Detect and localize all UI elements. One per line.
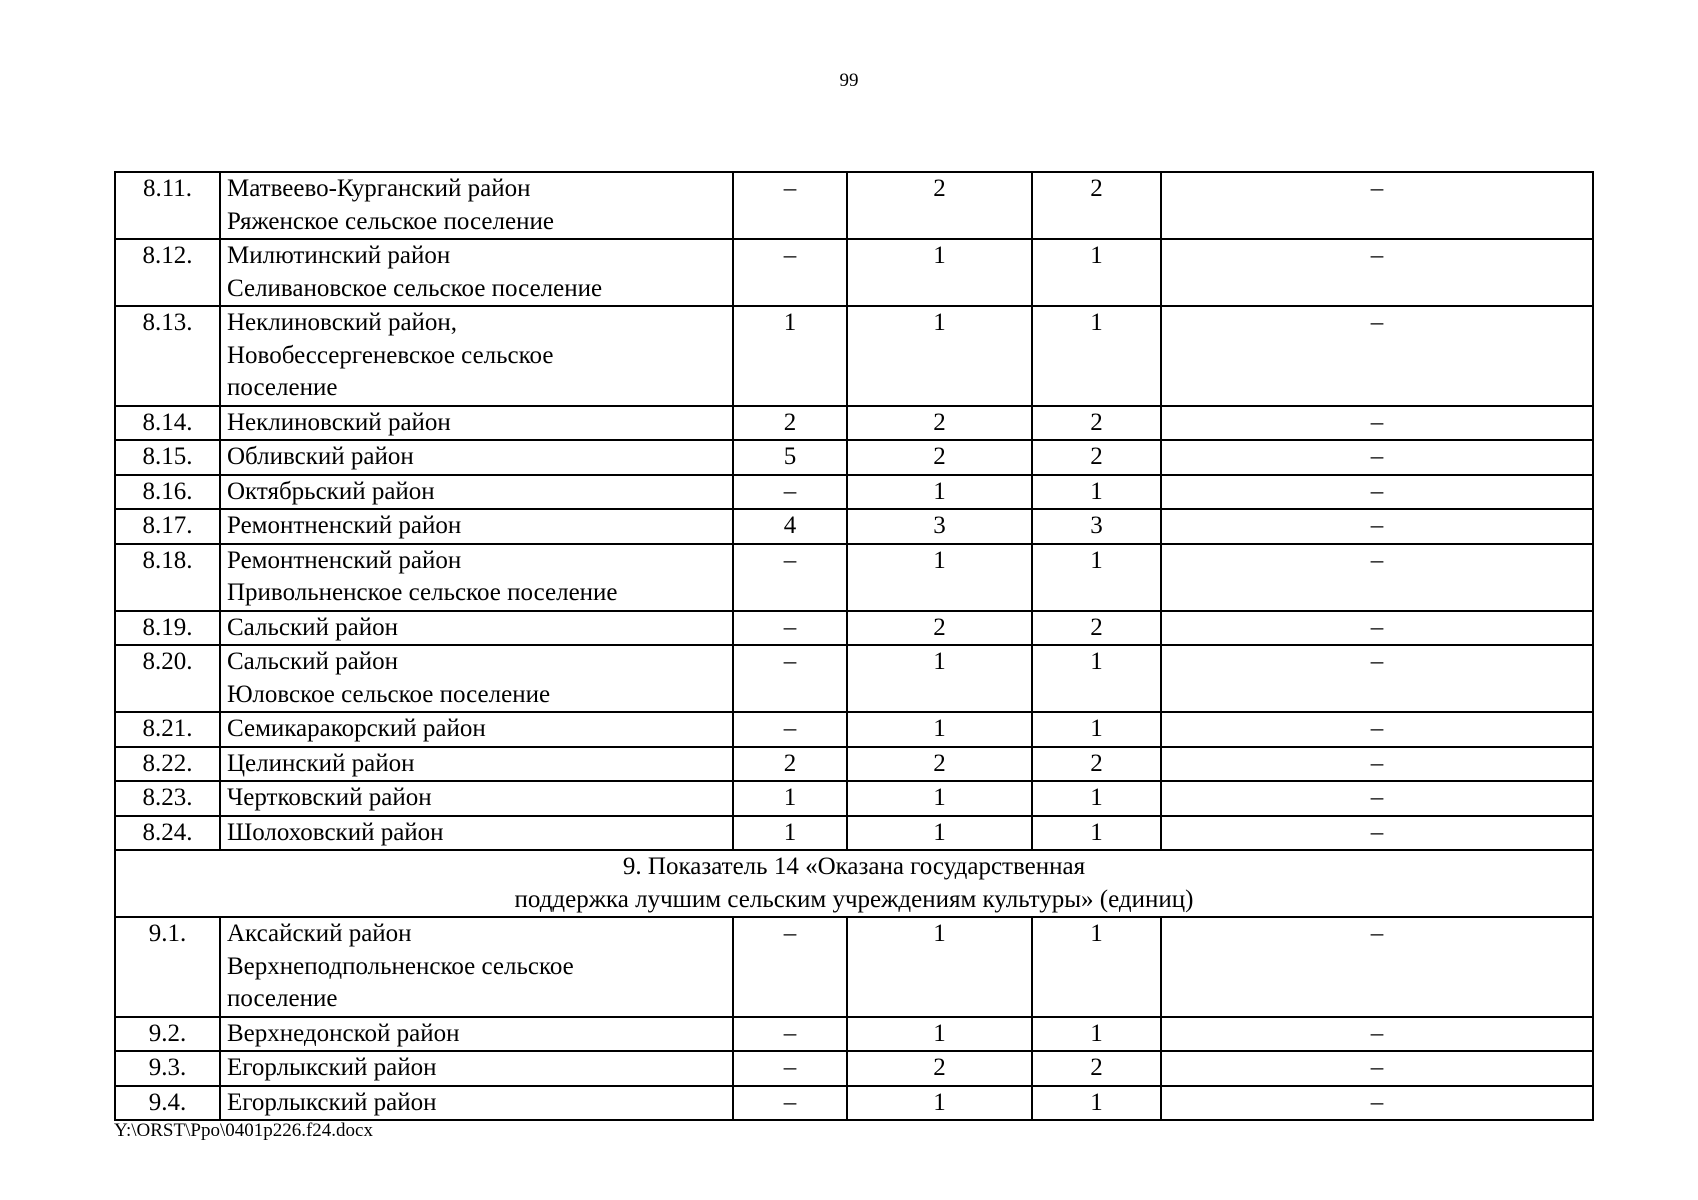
row-number: 9.4.: [115, 1086, 220, 1121]
row-number: 9.1.: [115, 917, 220, 1017]
value-col-3: 2: [1032, 440, 1161, 475]
row-number: 8.12.: [115, 239, 220, 306]
value-col-2: 2: [847, 440, 1032, 475]
value-col-4: –: [1161, 781, 1593, 816]
row-name: Чертковский район: [220, 781, 733, 816]
value-col-1: –: [733, 712, 847, 747]
row-name: Сальский район Юловское сельское поселение: [220, 645, 733, 712]
row-number: 8.13.: [115, 306, 220, 406]
table-row: [115, 509, 1593, 544]
value-col-1: 4: [733, 509, 847, 544]
section-heading-row: [115, 850, 1593, 917]
value-col-4: –: [1161, 917, 1593, 1017]
value-col-2: 2: [847, 747, 1032, 782]
table-row: [115, 306, 1593, 406]
value-col-4: –: [1161, 172, 1593, 239]
table-row: [115, 475, 1593, 510]
table-row: [115, 816, 1593, 851]
table-row: [115, 712, 1593, 747]
value-col-4: –: [1161, 475, 1593, 510]
value-col-1: –: [733, 475, 847, 510]
row-number: 8.16.: [115, 475, 220, 510]
value-col-2: 2: [847, 611, 1032, 646]
value-col-1: 2: [733, 747, 847, 782]
value-col-2: 3: [847, 509, 1032, 544]
table-row: [115, 172, 1593, 239]
value-col-2: 1: [847, 712, 1032, 747]
row-number: 8.15.: [115, 440, 220, 475]
value-col-4: –: [1161, 816, 1593, 851]
table-body: [115, 172, 1593, 1120]
value-col-1: 1: [733, 781, 847, 816]
row-number: 8.18.: [115, 544, 220, 611]
value-col-3: 1: [1032, 306, 1161, 406]
value-col-3: 1: [1032, 917, 1161, 1017]
value-col-1: 5: [733, 440, 847, 475]
value-col-3: 2: [1032, 611, 1161, 646]
value-col-4: –: [1161, 440, 1593, 475]
row-number: 8.21.: [115, 712, 220, 747]
value-col-3: 2: [1032, 172, 1161, 239]
value-col-3: 2: [1032, 406, 1161, 441]
row-name: Целинский район: [220, 747, 733, 782]
value-col-2: 2: [847, 172, 1032, 239]
section-heading: 9. Показатель 14 «Оказана государственная поддержка лучшим сельским учреждениям культуры» (единиц): [115, 850, 1593, 917]
value-col-2: 2: [847, 406, 1032, 441]
row-name: Верхнедонской район: [220, 1017, 733, 1052]
value-col-4: –: [1161, 747, 1593, 782]
table-row: [115, 406, 1593, 441]
row-name: Шолоховский район: [220, 816, 733, 851]
value-col-1: –: [733, 645, 847, 712]
value-col-4: –: [1161, 1051, 1593, 1086]
row-number: 8.11.: [115, 172, 220, 239]
value-col-3: 1: [1032, 1086, 1161, 1121]
value-col-3: 1: [1032, 712, 1161, 747]
table-row: [115, 611, 1593, 646]
table-row: [115, 1051, 1593, 1086]
table-row: [115, 747, 1593, 782]
row-number: 8.17.: [115, 509, 220, 544]
value-col-1: 1: [733, 306, 847, 406]
value-col-3: 3: [1032, 509, 1161, 544]
value-col-3: 1: [1032, 1017, 1161, 1052]
value-col-2: 1: [847, 1086, 1032, 1121]
value-col-4: –: [1161, 1017, 1593, 1052]
value-col-2: 1: [847, 1017, 1032, 1052]
row-number: 8.23.: [115, 781, 220, 816]
footer-file-path: Y:\ORST\Ppo\0401p226.f24.docx: [114, 1120, 373, 1141]
row-name: Семикаракорский район: [220, 712, 733, 747]
value-col-4: –: [1161, 509, 1593, 544]
row-name: Октябрьский район: [220, 475, 733, 510]
row-number: 8.20.: [115, 645, 220, 712]
row-name: Егорлыкский район: [220, 1086, 733, 1121]
value-col-3: 1: [1032, 544, 1161, 611]
row-name: Ремонтненский район Привольненское сельское поселение: [220, 544, 733, 611]
value-col-3: 1: [1032, 816, 1161, 851]
value-col-3: 2: [1032, 1051, 1161, 1086]
row-number: 8.22.: [115, 747, 220, 782]
row-name: Милютинский район Селивановское сельское поселение: [220, 239, 733, 306]
value-col-2: 1: [847, 239, 1032, 306]
row-name: Неклиновский район: [220, 406, 733, 441]
value-col-4: –: [1161, 544, 1593, 611]
value-col-3: 1: [1032, 475, 1161, 510]
value-col-4: –: [1161, 611, 1593, 646]
value-col-4: –: [1161, 645, 1593, 712]
value-col-1: 1: [733, 816, 847, 851]
table-row: [115, 781, 1593, 816]
table-row: [115, 1086, 1593, 1121]
row-name: Матвеево-Курганский район Ряженское сельское поселение: [220, 172, 733, 239]
row-number: 8.14.: [115, 406, 220, 441]
value-col-2: 1: [847, 475, 1032, 510]
row-name: Егорлыкский район: [220, 1051, 733, 1086]
value-col-1: –: [733, 1017, 847, 1052]
data-table: [114, 171, 1594, 1121]
value-col-1: –: [733, 239, 847, 306]
row-name: Сальский район: [220, 611, 733, 646]
page-number: 99: [839, 70, 859, 91]
value-col-1: –: [733, 172, 847, 239]
value-col-3: 1: [1032, 645, 1161, 712]
value-col-1: –: [733, 1051, 847, 1086]
value-col-1: –: [733, 611, 847, 646]
table-row: [115, 1017, 1593, 1052]
value-col-3: 2: [1032, 747, 1161, 782]
value-col-1: –: [733, 1086, 847, 1121]
value-col-4: –: [1161, 1086, 1593, 1121]
value-col-2: 1: [847, 816, 1032, 851]
value-col-3: 1: [1032, 239, 1161, 306]
value-col-2: 1: [847, 544, 1032, 611]
table-row: [115, 917, 1593, 1017]
row-number: 9.2.: [115, 1017, 220, 1052]
row-name: Обливский район: [220, 440, 733, 475]
table-row: [115, 239, 1593, 306]
value-col-4: –: [1161, 239, 1593, 306]
row-name: Неклиновский район, Новобессергеневское сельское поселение: [220, 306, 733, 406]
value-col-2: 1: [847, 306, 1032, 406]
row-name: Аксайский район Верхнеподпольненское сельское поселение: [220, 917, 733, 1017]
row-number: 8.19.: [115, 611, 220, 646]
value-col-2: 1: [847, 781, 1032, 816]
value-col-2: 2: [847, 1051, 1032, 1086]
row-number: 9.3.: [115, 1051, 220, 1086]
value-col-1: 2: [733, 406, 847, 441]
value-col-4: –: [1161, 306, 1593, 406]
table-row: [115, 544, 1593, 611]
value-col-1: –: [733, 544, 847, 611]
value-col-3: 1: [1032, 781, 1161, 816]
value-col-1: –: [733, 917, 847, 1017]
value-col-4: –: [1161, 406, 1593, 441]
table-row: [115, 645, 1593, 712]
row-number: 8.24.: [115, 816, 220, 851]
value-col-4: –: [1161, 712, 1593, 747]
value-col-2: 1: [847, 917, 1032, 1017]
table-row: [115, 440, 1593, 475]
row-name: Ремонтненский район: [220, 509, 733, 544]
value-col-2: 1: [847, 645, 1032, 712]
